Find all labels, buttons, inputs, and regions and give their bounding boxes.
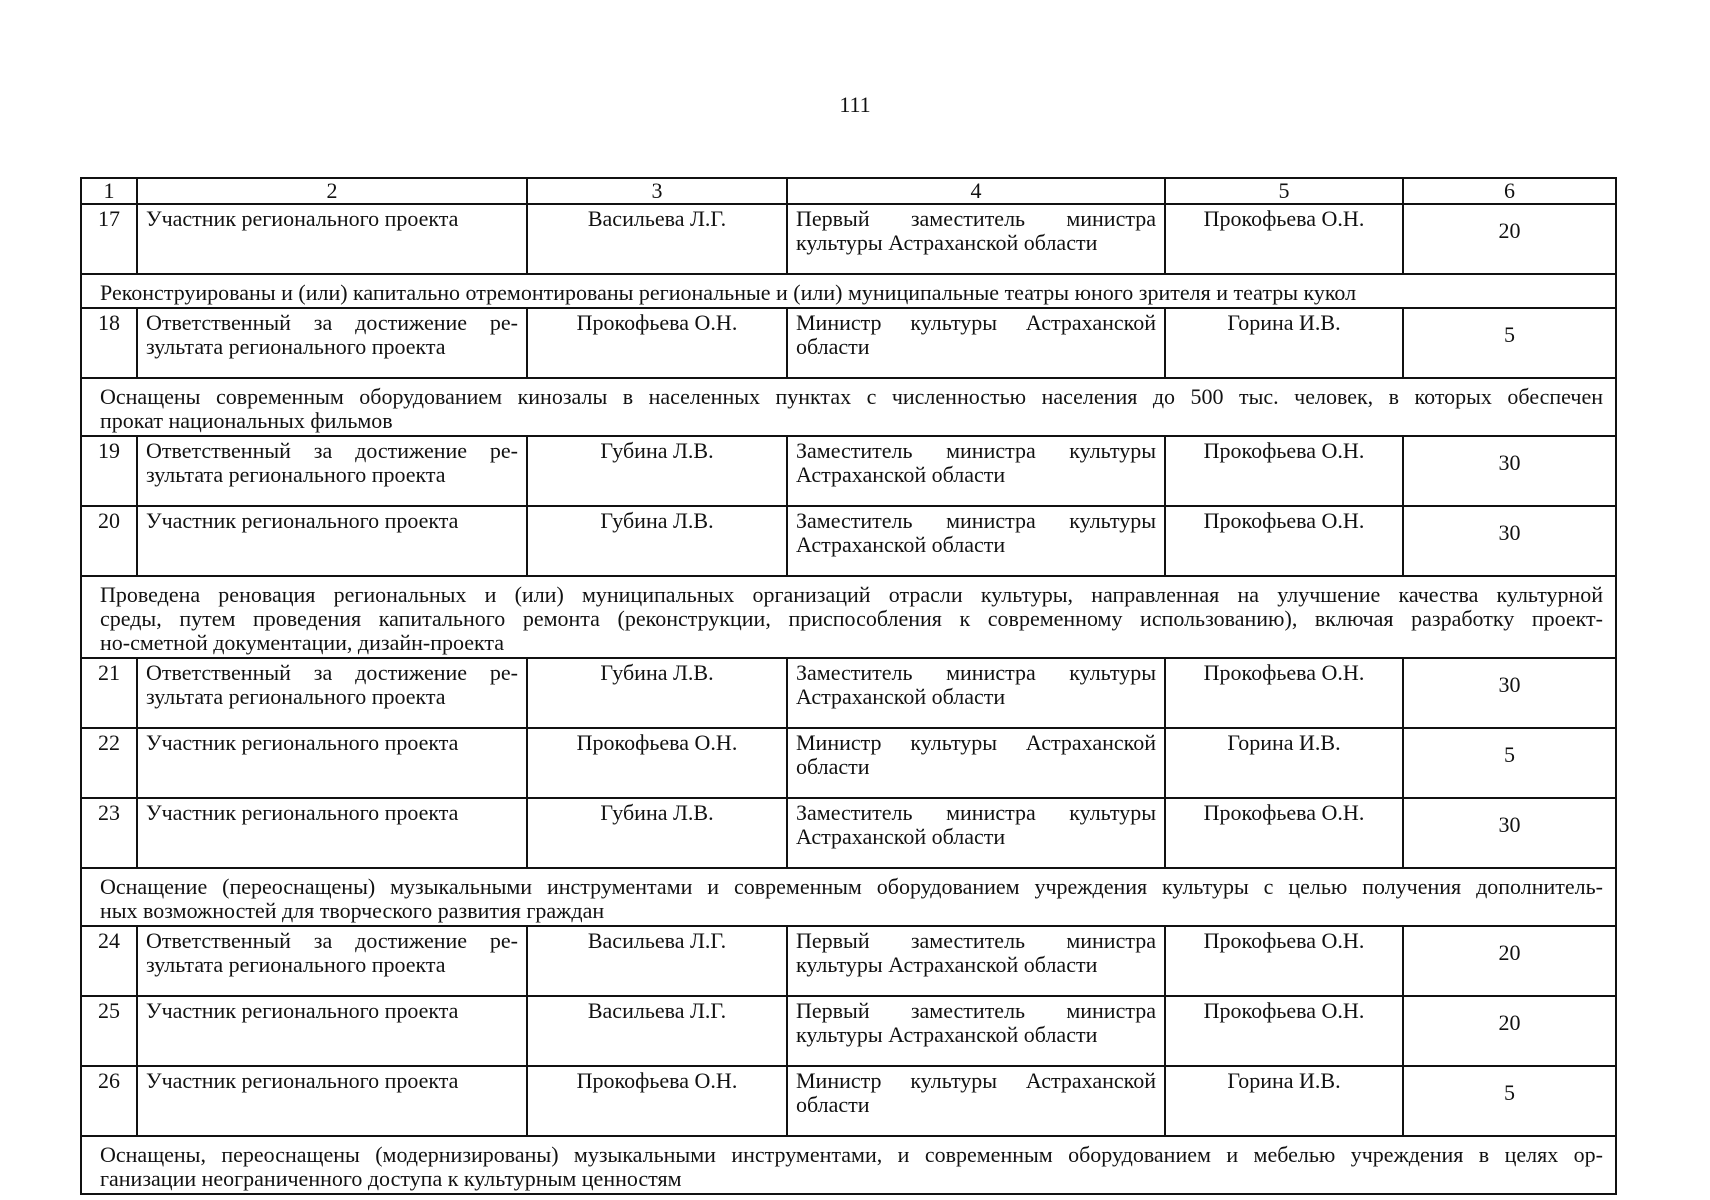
row-number: 24 <box>81 926 137 996</box>
section-heading-line: ганизации неограниченного доступа к культурным ценностям <box>100 1166 682 1191</box>
responsible-person: Васильева Л.Г. <box>527 204 787 274</box>
position-line: Первый заместитель министра <box>796 206 1156 231</box>
role-cell <box>137 728 527 798</box>
position-cell <box>787 436 1165 506</box>
table-row <box>81 658 1616 728</box>
role-line: Участник регионального проекта <box>146 730 459 755</box>
column-header: 1 <box>81 178 137 204</box>
position-cell <box>787 658 1165 728</box>
role-line: зультата регионального проекта <box>146 684 446 709</box>
table-body <box>81 178 1616 1194</box>
role-line: Ответственный за достижение ре- <box>146 310 518 335</box>
percentage-value: 5 <box>1403 728 1616 798</box>
position-line: культуры Астраханской области <box>796 952 1098 977</box>
role-line: Участник регионального проекта <box>146 998 459 1023</box>
responsible-person: Прокофьева О.Н. <box>527 728 787 798</box>
supervisor: Прокофьева О.Н. <box>1165 506 1403 576</box>
supervisor: Горина И.В. <box>1165 1066 1403 1136</box>
position-line: области <box>796 754 870 779</box>
section-heading-line: Проведена реновация региональных и (или) муниципальных организаций отрасли культуры, направленная на улучшение качества культурной <box>100 582 1603 607</box>
position-line: Министр культуры Астраханской <box>796 730 1156 755</box>
section-heading-line: Реконструированы и (или) капитально отремонтированы региональные и (или) муниципальные театры юного зрителя и театры кукол <box>100 280 1357 305</box>
section-heading-line: Оснащены, переоснащены (модернизированы) музыкальными инструментами, и современным оборудованием и мебелью учреждения в целях ор- <box>100 1142 1603 1167</box>
position-line: Астраханской области <box>796 824 1006 849</box>
row-number: 17 <box>81 204 137 274</box>
table-row <box>81 204 1616 274</box>
section-heading-row <box>81 1136 1616 1194</box>
position-cell <box>787 204 1165 274</box>
position-cell <box>787 506 1165 576</box>
section-heading-line: прокат национальных фильмов <box>100 408 393 433</box>
position-line: Заместитель министра культуры <box>796 660 1156 685</box>
section-heading <box>81 576 1616 658</box>
position-line: Министр культуры Астраханской <box>796 310 1156 335</box>
responsible-person: Губина Л.В. <box>527 436 787 506</box>
responsible-person: Прокофьева О.Н. <box>527 308 787 378</box>
role-cell <box>137 926 527 996</box>
section-heading-row <box>81 274 1616 308</box>
percentage-value: 30 <box>1403 658 1616 728</box>
section-heading-row <box>81 378 1616 436</box>
table-row <box>81 996 1616 1066</box>
table-row <box>81 506 1616 576</box>
column-header: 6 <box>1403 178 1616 204</box>
responsible-person: Губина Л.В. <box>527 798 787 868</box>
role-cell <box>137 506 527 576</box>
position-line: Первый заместитель министра <box>796 998 1156 1023</box>
position-cell <box>787 798 1165 868</box>
section-heading-row <box>81 576 1616 658</box>
section-heading <box>81 868 1616 926</box>
row-number: 25 <box>81 996 137 1066</box>
table-row <box>81 926 1616 996</box>
supervisor: Прокофьева О.Н. <box>1165 658 1403 728</box>
section-heading-line: ных возможностей для творческого развития граждан <box>100 898 605 923</box>
section-heading <box>81 274 1616 308</box>
role-line: Участник регионального проекта <box>146 206 459 231</box>
position-line: культуры Астраханской области <box>796 1022 1098 1047</box>
role-line: Участник регионального проекта <box>146 508 459 533</box>
position-line: Заместитель министра культуры <box>796 508 1156 533</box>
position-line: Первый заместитель министра <box>796 928 1156 953</box>
percentage-value: 30 <box>1403 798 1616 868</box>
percentage-value: 5 <box>1403 308 1616 378</box>
supervisor: Горина И.В. <box>1165 308 1403 378</box>
role-line: Ответственный за достижение ре- <box>146 928 518 953</box>
section-heading <box>81 378 1616 436</box>
row-number: 18 <box>81 308 137 378</box>
role-line: Ответственный за достижение ре- <box>146 438 518 463</box>
column-header: 2 <box>137 178 527 204</box>
position-line: Астраханской области <box>796 462 1006 487</box>
role-cell <box>137 436 527 506</box>
responsible-person: Прокофьева О.Н. <box>527 1066 787 1136</box>
column-header: 4 <box>787 178 1165 204</box>
percentage-value: 5 <box>1403 1066 1616 1136</box>
column-header: 3 <box>527 178 787 204</box>
role-cell <box>137 658 527 728</box>
position-cell <box>787 728 1165 798</box>
role-cell <box>137 308 527 378</box>
supervisor: Прокофьева О.Н. <box>1165 996 1403 1066</box>
percentage-value: 20 <box>1403 926 1616 996</box>
role-line: зультата регионального проекта <box>146 952 446 977</box>
table-row <box>81 798 1616 868</box>
responsibility-table <box>80 177 1617 1195</box>
position-cell <box>787 308 1165 378</box>
percentage-value: 30 <box>1403 436 1616 506</box>
responsible-person: Губина Л.В. <box>527 506 787 576</box>
position-line: области <box>796 334 870 359</box>
column-header: 5 <box>1165 178 1403 204</box>
position-line: Астраханской области <box>796 684 1006 709</box>
supervisor: Прокофьева О.Н. <box>1165 926 1403 996</box>
role-cell <box>137 798 527 868</box>
role-line: Ответственный за достижение ре- <box>146 660 518 685</box>
page-number: 111 <box>839 92 871 117</box>
role-cell <box>137 204 527 274</box>
section-heading-row <box>81 868 1616 926</box>
role-cell <box>137 1066 527 1136</box>
role-line: зультата регионального проекта <box>146 462 446 487</box>
row-number: 19 <box>81 436 137 506</box>
position-line: Заместитель министра культуры <box>796 800 1156 825</box>
position-line: Министр культуры Астраханской <box>796 1068 1156 1093</box>
row-number: 20 <box>81 506 137 576</box>
row-number: 22 <box>81 728 137 798</box>
role-line: зультата регионального проекта <box>146 334 446 359</box>
responsible-person: Васильева Л.Г. <box>527 996 787 1066</box>
supervisor: Прокофьева О.Н. <box>1165 436 1403 506</box>
responsible-person: Васильева Л.Г. <box>527 926 787 996</box>
table-row <box>81 728 1616 798</box>
section-heading <box>81 1136 1616 1194</box>
percentage-value: 30 <box>1403 506 1616 576</box>
section-heading-line: среды, путем проведения капитального ремонта (реконструкции, приспособления к современному использованию), включая разработку проект- <box>100 606 1603 631</box>
position-cell <box>787 1066 1165 1136</box>
supervisor: Прокофьева О.Н. <box>1165 204 1403 274</box>
table-row <box>81 436 1616 506</box>
role-line: Участник регионального проекта <box>146 1068 459 1093</box>
table-row <box>81 308 1616 378</box>
header-row <box>81 178 1616 204</box>
section-heading-line: но-сметной документации, дизайн-проекта <box>100 630 505 655</box>
responsible-person: Губина Л.В. <box>527 658 787 728</box>
position-cell <box>787 926 1165 996</box>
row-number: 21 <box>81 658 137 728</box>
section-heading-line: Оснащены современным оборудованием кинозалы в населенных пунктах с численностью населения до 500 тыс. человек, в которых обеспечен <box>100 384 1603 409</box>
position-line: культуры Астраханской области <box>796 230 1098 255</box>
role-line: Участник регионального проекта <box>146 800 459 825</box>
role-cell <box>137 996 527 1066</box>
section-heading-line: Оснащение (переоснащены) музыкальными инструментами и современным оборудованием учреждения культуры с целью получения дополнитель- <box>100 874 1603 899</box>
row-number: 23 <box>81 798 137 868</box>
supervisor: Горина И.В. <box>1165 728 1403 798</box>
position-line: Астраханской области <box>796 532 1006 557</box>
table-row <box>81 1066 1616 1136</box>
percentage-value: 20 <box>1403 996 1616 1066</box>
position-cell <box>787 996 1165 1066</box>
supervisor: Прокофьева О.Н. <box>1165 798 1403 868</box>
row-number: 26 <box>81 1066 137 1136</box>
position-line: области <box>796 1092 870 1117</box>
position-line: Заместитель министра культуры <box>796 438 1156 463</box>
percentage-value: 20 <box>1403 204 1616 274</box>
